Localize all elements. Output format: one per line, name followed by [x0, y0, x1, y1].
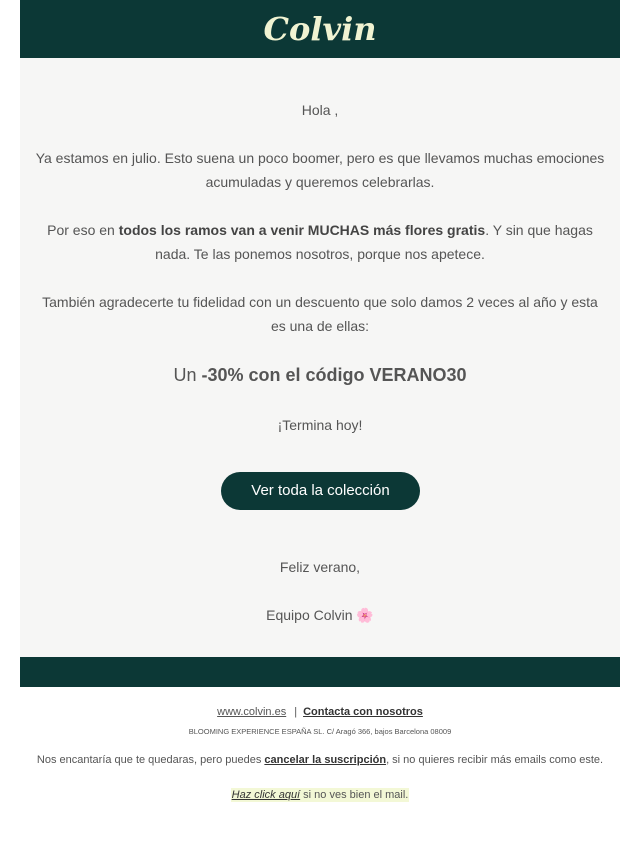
promo-pre: Un — [173, 365, 202, 385]
colvin-logo[interactable]: Colvin — [263, 10, 377, 48]
free-flowers-highlight: todos los ramos van a venir MUCHAS más flores gratis — [118, 222, 486, 238]
link-separator: | — [294, 706, 298, 718]
email-header — [20, 0, 620, 58]
unsubscribe-pre: Nos encantaría que te quedaras, pero puedes — [36, 754, 265, 766]
ends-today: ¡Termina hoy! — [277, 417, 363, 433]
unsubscribe-line — [0, 753, 640, 767]
unsubscribe-post: , si no quieres recibir más emails como este. — [386, 754, 604, 766]
footer-bar — [20, 657, 620, 687]
signature: Equipo Colvin 🌸 — [266, 607, 374, 623]
email-body — [20, 58, 620, 657]
loyalty-paragraph: También agradecerte tu fidelidad con un descuento que solo damos 2 veces al año y esta es una de ellas: — [42, 294, 598, 334]
intro-paragraph: Ya estamos en julio. Esto suena un poco boomer, pero es que llevamos muchas emociones acumuladas y queremos celebrarlas. — [35, 150, 605, 190]
view-in-browser-link[interactable]: Haz click aquí — [231, 789, 301, 801]
view-in-browser-line — [0, 788, 640, 802]
free-flowers-paragraph — [20, 218, 620, 266]
promo-line — [20, 361, 620, 389]
promo-code: -30% con el código VERANO30 — [201, 365, 467, 385]
unsubscribe-link[interactable]: cancelar la suscripción — [264, 754, 387, 766]
greeting: Hola , — [301, 102, 339, 118]
footer-links — [0, 705, 640, 719]
contact-link[interactable]: Contacta con nosotros — [303, 706, 423, 718]
free-flowers-post: . Y sin que hagas nada. Te las ponemos nosotros, porque nos apetece. — [155, 222, 593, 262]
farewell: Feliz verano, — [279, 559, 361, 575]
view-in-browser-highlight — [231, 788, 410, 802]
view-collection-button[interactable]: Ver toda la colección — [221, 472, 420, 510]
website-link[interactable]: www.colvin.es — [217, 706, 287, 718]
view-in-browser-post: si no ves bien el mail. — [300, 789, 409, 801]
company-address: BLOOMING EXPERIENCE ESPAÑA SL. C/ Aragó 366, bajos Barcelona 08009 — [188, 727, 452, 736]
free-flowers-pre: Por eso en — [47, 222, 119, 238]
